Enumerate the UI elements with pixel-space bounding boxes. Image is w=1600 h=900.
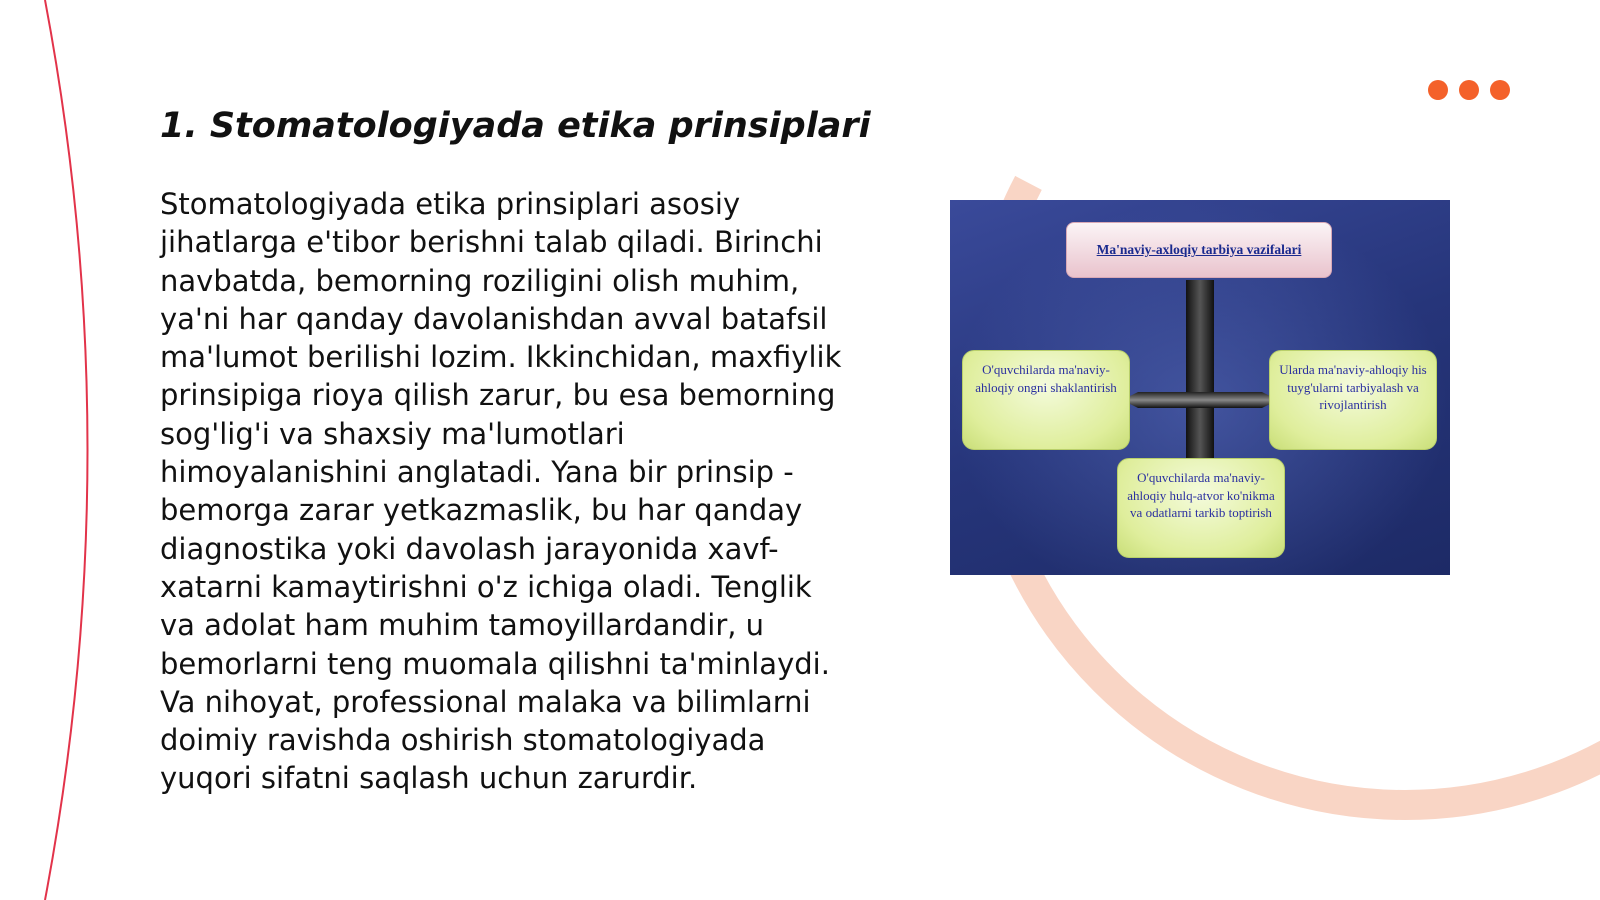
diagram-box-left: O'quvchilarda ma'naviy-ahloqiy ongni shaklantirish <box>962 350 1130 450</box>
dot-3 <box>1490 80 1510 100</box>
slide-title: 1. Stomatologiyada etika prinsiplari <box>160 106 871 146</box>
slide-body-text: Stomatologiyada etika prinsiplari asosiy jihatlarga e'tibor berishni talab qiladi. Birinchi navbatda, bemorning roziligini olish muhim, ya'ni har qanday davolanishdan avval batafsil ma'lumot berilishi lozim. Ikkinchidan, maxfiylik prinsipiga rioya qilish zarur, bu esa bemorning sog'lig'i va shaxsiy ma'lumotlari himoyalanishini anglatadi. Yana bir prinsip - bemorga zarar yetkazmaslik, bu har qanday diagnostika yoki davolash jarayonida xavf-xatarni kamaytirishni o'z ichiga oladi. Tenglik va adolat ham muhim tamoyillardandir, u bemorlarni teng muomala qilishni ta'minlaydi. Va nihoyat, professional malaka va bilimlarni doimiy ravishda oshirish stomatologiyada yuqori sifatni saqlash uchun zarurdir. <box>160 187 842 796</box>
dot-1 <box>1428 80 1448 100</box>
menu-dots-icon <box>1428 80 1510 100</box>
left-red-curve <box>45 0 88 900</box>
diagram-image <box>950 200 1450 575</box>
diagram-title: Ma'naviy-axloqiy tarbiya vazifalari <box>1066 222 1332 278</box>
dot-2 <box>1459 80 1479 100</box>
diagram-box-right: Ularda ma'naviy-ahloqiy his tuyg'ularni tarbiyalash va rivojlantirish <box>1269 350 1437 450</box>
diagram-box-bottom: O'quvchilarda ma'naviy-ahloqiy hulq-atvor ko'nikma va odatlarni tarkib toptirish <box>1117 458 1285 558</box>
